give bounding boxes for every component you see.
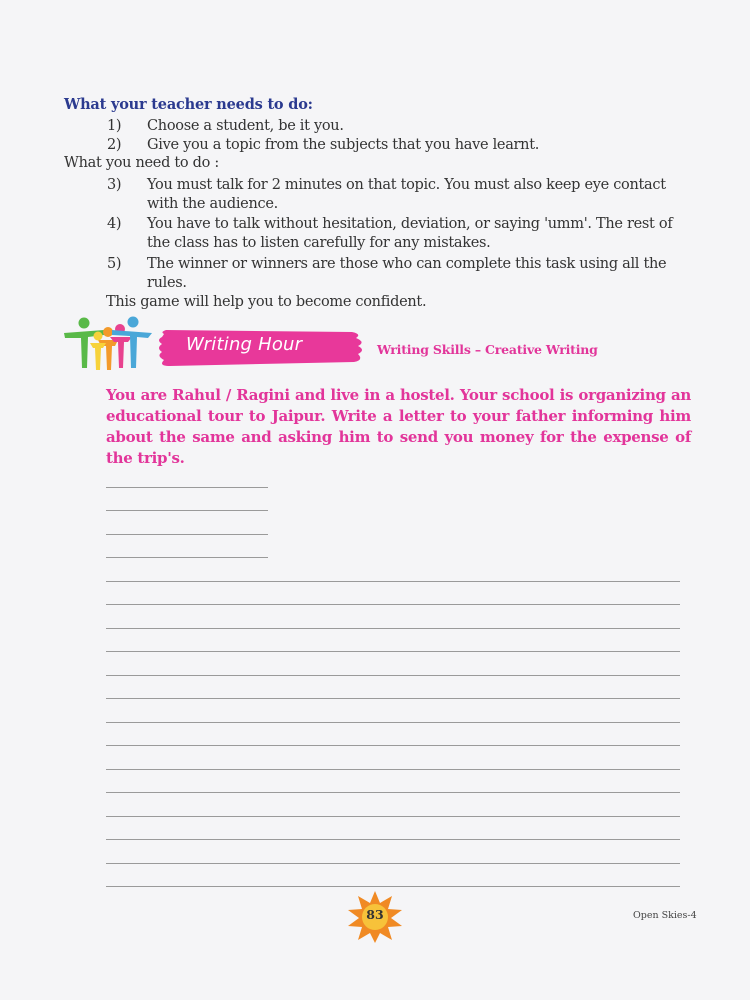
writing-line [106,604,680,605]
address-line [106,510,268,511]
closing-text: This game will help you to become confident. [106,294,427,310]
banner-title: Writing Hour [186,334,303,355]
you-item-line: with the audience. [147,196,278,212]
item-number: 5) [107,256,122,272]
teacher-item-text: Give you a topic from the subjects that you have learnt. [147,137,540,153]
book-title: Open Skies-4 [633,910,697,921]
address-line [106,487,268,488]
writing-line [106,722,680,723]
item-number: 3) [107,177,122,193]
writing-line [106,816,680,817]
writing-line [106,745,680,746]
teacher-item-text: Choose a student, be it you. [147,118,344,134]
you-item-line: You have to talk without hesitation, deviation, or saying 'umm'. The rest of [147,216,673,232]
writing-prompt: You are Rahul / Ragini and live in a hostel. Your school is organizing an educational tour to Jaipur. Write a letter to your father informing him about the same and asking him to send you money for the expense of the trip's. [106,386,691,467]
item-number: 4) [107,216,122,232]
writing-line [106,675,680,676]
you-item-line: You must talk for 2 minutes on that topic. You must also keep eye contact [147,177,666,193]
writing-line [106,651,680,652]
writing-line [106,769,680,770]
you-item-line: the class has to listen carefully for any mistakes. [147,235,491,251]
teacher-heading: What your teacher needs to do: [64,96,313,113]
address-line [106,534,268,535]
children-logo-icon [60,316,152,372]
writing-line [106,792,680,793]
page-number: 83 [366,907,384,922]
writing-line [106,628,680,629]
address-line [106,557,268,558]
item-number: 2) [107,137,122,153]
item-number: 1) [107,118,122,134]
writing-line [106,863,680,864]
you-heading: What you need to do : [64,155,219,171]
writing-line [106,698,680,699]
writing-line [106,839,680,840]
skills-label: Writing Skills – Creative Writing [377,342,598,357]
writing-line [106,581,680,582]
you-item-line: rules. [147,275,187,291]
you-item-line: The winner or winners are those who can complete this task using all the [147,256,667,272]
writing-line [106,886,680,887]
